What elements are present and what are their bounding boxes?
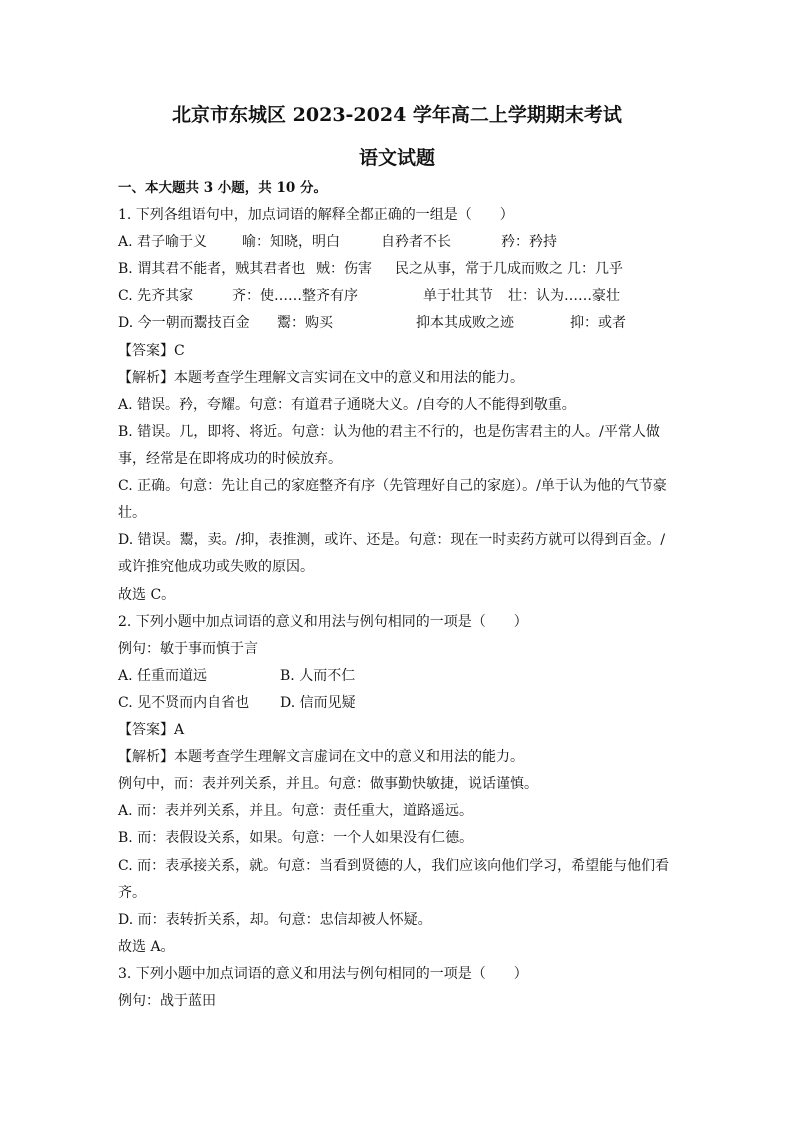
q2-option-a: A. 任重而道远 — [118, 668, 208, 684]
q2-stem: 2. 下列小题中加点词语的意义和用法与例句相同的一项是（ ） — [118, 614, 528, 630]
q2-analysis-line: C. 而：表承接关系，就。句意：当看到贤德的人，我们应该向他们学习，希望能与他们看 — [118, 858, 670, 874]
q3-stem: 3. 下列小题中加点词语的意义和用法与例句相同的一项是（ ） — [118, 966, 528, 982]
q1-analysis-line: 事，经常是在即将成功的时候放弃。 — [118, 451, 342, 467]
q1-d-text4: 抑：或者 — [570, 315, 626, 331]
q1-d-text3: 抑本其成败之迹 — [416, 315, 514, 331]
q1-b-text3: 民之从事，常于几成而败之 — [395, 261, 563, 277]
q2-example: 例句：敏于事而慎于言 — [118, 641, 258, 657]
page-subtitle: 语文试题 — [358, 147, 435, 169]
q2-analysis-line: A. 而：表并列关系，并且。句意：责任重大，道路遥远。 — [118, 803, 474, 819]
q1-analysis-line: B. 错误。几，即将、将近。句意：认为他的君主不行的，也是伤害君主的人。/平常人做 — [118, 424, 660, 440]
q2-analysis-line: 例句中，而：表并列关系，并且。句意：做事勤快敏捷，说话谨慎。 — [118, 776, 538, 792]
q2-option-d: D. 信而见疑 — [280, 695, 356, 711]
q1-c-text2: 齐：使……整齐有序 — [232, 288, 358, 304]
page-title: 北京市东城区 2023-2024 学年高二上学期期末考试 — [172, 104, 622, 126]
q1-a-text1: A. 君子喻于义 — [118, 234, 208, 250]
q1-analysis-line: 【解析】本题考查学生理解文言实词在文中的意义和用法的能力。 — [118, 370, 524, 386]
q2-option-c: C. 见不贤而内自省也 — [118, 695, 250, 711]
q2-analysis-line: B. 而：表假设关系，如果。句意：一个人如果没有仁德。 — [118, 830, 474, 846]
q1-d-text2: 鬻：购买 — [277, 315, 333, 331]
q1-a-text3: 自矜者不长 — [381, 234, 451, 250]
q1-d-text1: D. 今一朝而鬻技百金 — [118, 315, 250, 331]
q1-analysis-line: 壮。 — [118, 505, 146, 521]
q1-analysis-line: C. 正确。句意：先让自己的家庭整齐有序（先管理好自己的家庭）。/单于认为他的气节豪 — [118, 478, 667, 494]
q3-example: 例句：战于蓝田 — [118, 993, 216, 1009]
q2-analysis-line: D. 而：表转折关系，却。句意：忠信却被人怀疑。 — [118, 912, 432, 928]
q2-option-b: B. 人而不仁 — [280, 668, 356, 684]
q1-a-text4: 矜：矜持 — [501, 234, 557, 250]
q1-analysis-line: 或许推究他成功或失败的原因。 — [118, 559, 314, 575]
section-heading: 一、本大题共 3 小题，共 10 分。 — [118, 180, 327, 196]
q2-analysis-line: 【解析】本题考查学生理解文言虚词在文中的意义和用法的能力。 — [118, 749, 524, 765]
q1-analysis-line: D. 错误。鬻，卖。/抑，表推测，或许、还是。句意：现在一时卖药方就可以得到百金。/ — [118, 532, 666, 548]
q1-analysis-line: A. 错误。矜，夸耀。句意：有道君子通晓大义。/自夸的人不能得到敬重。 — [118, 397, 576, 413]
q1-c-text3: 单于壮其节 — [423, 288, 493, 304]
q2-analysis-line: 故选 A。 — [118, 939, 175, 955]
q1-c-text1: C. 先齐其家 — [118, 288, 194, 304]
q1-answer: 【答案】C — [118, 343, 185, 359]
q1-a-text2: 喻：知晓，明白 — [242, 234, 340, 250]
q1-b-text2: 贼：伤害 — [316, 261, 372, 277]
q1-b-text1: B. 谓其君不能者，贼其君者也 — [118, 261, 306, 277]
q2-answer: 【答案】A — [118, 722, 185, 738]
q1-analysis-line: 故选 C。 — [118, 587, 176, 603]
q1-b-text4: 几：几乎 — [567, 261, 623, 277]
q2-analysis-line: 齐。 — [118, 885, 146, 901]
q1-c-text4: 壮：认为……豪壮 — [508, 288, 620, 304]
q1-stem: 1. 下列各组语句中，加点词语的解释全都正确的一组是（ ） — [118, 207, 514, 223]
